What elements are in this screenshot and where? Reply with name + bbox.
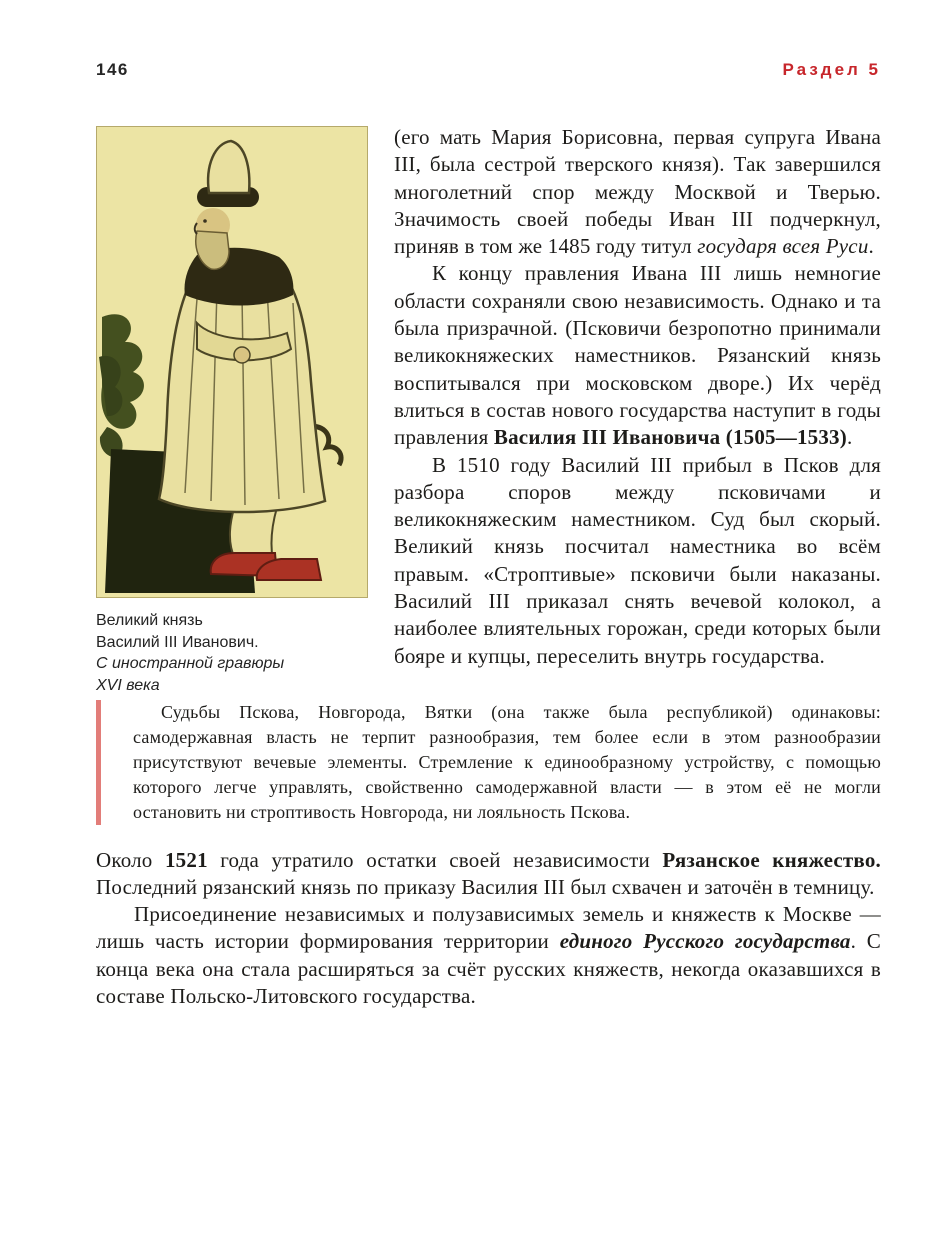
figure-vasily-iii (96, 126, 368, 696)
page-number: 146 (96, 60, 129, 79)
paragraph-pskov-1510: В 1510 году Василий III прибыл в Псков для разбора споров между псковичами и великокняжеским наместником. Суд был скорый. Великий князь посчитал наместника во всём правым. «Строптивые» псковичи были наказаны. Василий III приказал снять вечевой колокол, а наиболее влиятельных горожан, среди которых были бояре и купцы, переселить внутрь государства. (394, 452, 881, 668)
page-content (96, 124, 881, 1010)
caption-line: XVI века (96, 676, 160, 694)
paragraph-ryazan-1521: Около 1521 года утратило остатки своей независимости Рязанское княжество. Последний рязанский князь по приказу Василия III был схвачен и заточён в темницу. (96, 847, 881, 899)
figure-caption (96, 610, 368, 696)
paragraph-unification: Присоединение независимых и полузависимых земель и княжеств к Москве — лишь часть истории формирования территории единого Русского государства. С конца века она стала расширяться за счёт русских княжеств, некогда оказавшихся в составе Польско-Литовского государства. (96, 902, 882, 1008)
caption-line: С иностранной гравюры (96, 655, 285, 673)
page-header (96, 60, 881, 80)
vasily-iii-engraving (96, 126, 368, 598)
caption-line: Василий III Иванович. (96, 633, 259, 651)
quote-paragraph: Судьбы Пскова, Новгорода, Вятки (она также была республикой) одинаковы: самодержавная власть не терпит разнообразия, тем более если в этом разнообразии присутствуют вечевые элементы. Стремление к единообразному устройству, с помощью которого легче управлять, свойственно самодержавной власти — в этом её не могли остановить ни строптивость Новгорода, ни лояльность Пскова. (133, 702, 881, 822)
paragraph-end-of-reign: К концу правления Ивана III лишь немногие области сохраняли свою независимость. Однако и та была призрачной. (Псковичи безропотно принимали великокняжеских наместников. Рязанский князь воспитывался при московском дворе.) Их черёд влиться в состав нового государства наступит в годы правления Василия III Ивановича (1505—1533). (394, 261, 881, 450)
sidebar-quote (96, 700, 881, 824)
caption-line: Великий князь (96, 612, 203, 629)
engraving-illustration (97, 127, 367, 597)
paragraph-ivan-iii: (его мать Мария Борисовна, первая супруга Ивана III, была сестрой тверского князя). Так завершился многолетний спор между Москвой и Тверью. Значимость своей победы Иван III подчеркнул, приняв в том же 1485 году титул государя всея Руси. (394, 125, 881, 259)
section-label: Раздел 5 (782, 60, 881, 79)
